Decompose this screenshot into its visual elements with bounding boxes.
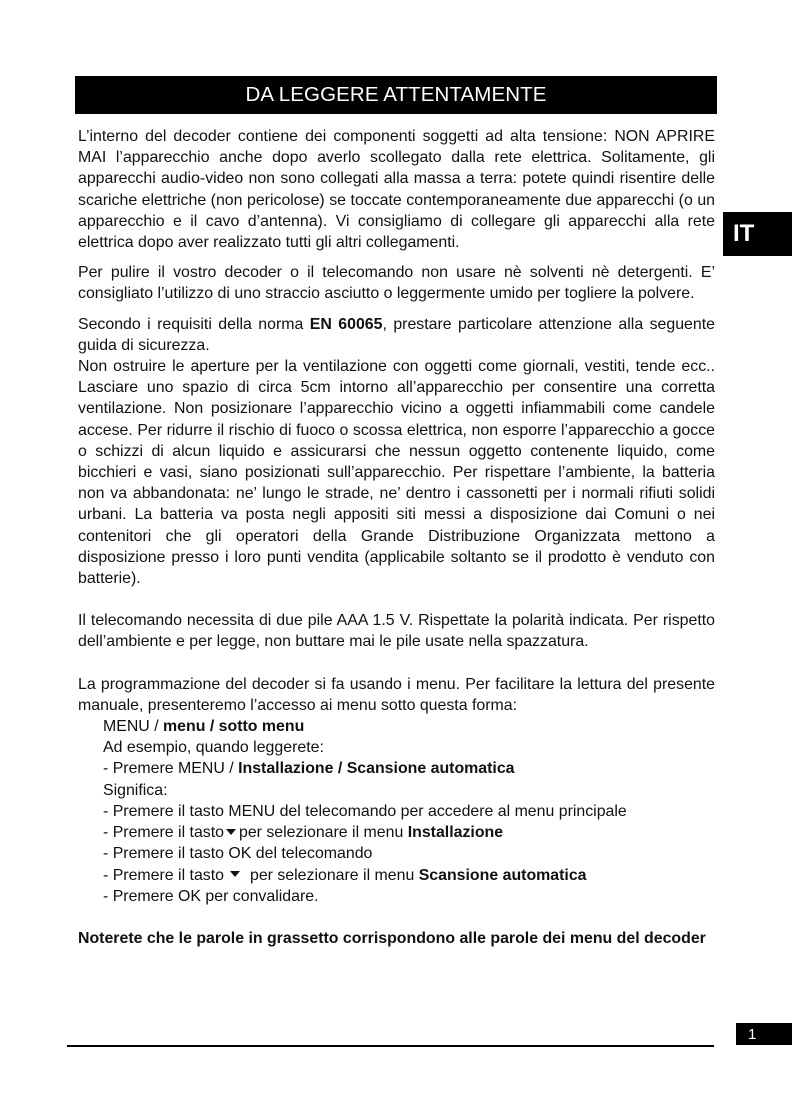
step-installazione-bold: Installazione: [407, 824, 504, 842]
paragraph-safety: Non ostruire le aperture per la ventilazione con oggetti come giornali, vestiti, tende ecc.. Lasciare uno spazio di circa 5cm intorno all’apparecchio per consentire una corretta ventilazione. Non posizionare l’apparecchio vicino a oggetti infiammabili come candele accese. Per ridurre il rischio di fuoco o scossa elettrica, non esporre l’apparecchio a gocce o schizzi di alcun liquido e assicurarsi che nessun oggetto contenente liquido, come bicchieri e vasi, siano posizionati sull’apparecchio. Per rispettare l’ambiente, la batteria non va abbandonata: ne’ lungo le strade, ne’ dentro i cassonetti per i normali rifiuti solidi urbani. La batteria va posta negli appositi siti messi a disposizione dai Comuni o nei contenitori che gli operatori della Grande Distribuzione Organizzata mettono a disposizione presso i loro punti vendita (applicabile soltanto se il prodotto è venduto con batterie).: [78, 358, 715, 588]
meaning-label: Significa:: [103, 781, 168, 799]
step-installazione-pre: - Premere il tasto: [103, 824, 224, 842]
language-tab: [723, 212, 792, 256]
example-command-bold: Installazione / Scansione automatica: [238, 760, 515, 778]
paragraph-norm: [78, 314, 715, 356]
menu-format-line: [103, 716, 715, 737]
example-command-line: [103, 758, 715, 779]
step-ok: - Premere il tasto OK del telecomando: [103, 845, 373, 863]
step-menu: - Premere il tasto MENU del telecomando per accedere al menu principale: [103, 802, 627, 820]
page-title: DA LEGGERE ATTENTAMENTE: [245, 83, 547, 106]
norm-code: EN 60065: [309, 315, 383, 333]
document-body: [78, 126, 715, 949]
language-label: IT: [733, 220, 755, 247]
bold-note-text: Noterete che le parole in grassetto corrispondono alle parole dei menu del decoder: [78, 929, 706, 947]
example-intro-line: Ad esempio, quando leggerete:: [103, 739, 324, 757]
step-installazione-mid: per selezionare il menu: [238, 824, 408, 842]
down-arrow-icon: [230, 871, 240, 877]
footer-rule: [67, 1045, 714, 1047]
menu-format-bold: menu / sotto menu: [163, 718, 305, 736]
paragraph-batteries: Il telecomando necessita di due pile AAA 1.5 V. Rispettate la polarità indicata. Per rispetto dell’ambiente e per legge, non buttare mai le pile usate nella spazzatura.: [78, 612, 715, 651]
page-number: 1: [748, 1025, 757, 1043]
norm-text-pre: Secondo i requisiti della norma: [78, 315, 310, 333]
step-scansione-mid: per selezionare il menu: [249, 866, 419, 884]
step-scansione-pre: - Premere il tasto: [103, 866, 224, 884]
step-scansione-bold: Scansione automatica: [418, 866, 587, 884]
step-confirm: - Premere OK per convalidare.: [103, 887, 319, 905]
paragraph-cleaning: Per pulire il vostro decoder o il telecomando non usare nè solventi nè detergenti. E’ consigliato l’utilizzo di uno straccio asciutto o leggermente umido per togliere la polvere.: [78, 264, 715, 303]
step-installazione: [103, 822, 715, 843]
menu-format-pre: MENU /: [103, 718, 164, 736]
paragraph-high-voltage: L’interno del decoder contiene dei componenti soggetti ad alta tensione: NON APRIRE MAI l’apparecchio anche dopo averlo scollegato dalla rete elettrica. Solitamente, gli apparecchi audio-video non sono collegati alla massa a terra: potete quindi risentire delle scariche elettriche (non pericolose) se toccate contemporaneamente due apparecchi (o un apparecchio e il cavo d’antenna). Vi consigliamo di collegare gli apparecchi alla rete elettrica dopo aver realizzato tutti gli altri collegamenti.: [78, 128, 715, 252]
down-arrow-icon: [226, 829, 236, 835]
page-title-bar: [75, 76, 717, 114]
paragraph-menu-intro: La programmazione del decoder si fa usando i menu. Per facilitare la lettura del presente manuale, presenteremo l’accesso ai menu sotto questa forma:: [78, 675, 715, 714]
example-command-pre: - Premere MENU /: [103, 760, 239, 778]
menu-example-block: [78, 716, 715, 907]
step-scansione: [103, 865, 715, 886]
page-number-badge: [736, 1023, 792, 1045]
norm-text-post: , prestare particolare attenzione alla seguente guida di sicurezza.: [78, 315, 715, 354]
bold-note: [78, 928, 715, 949]
